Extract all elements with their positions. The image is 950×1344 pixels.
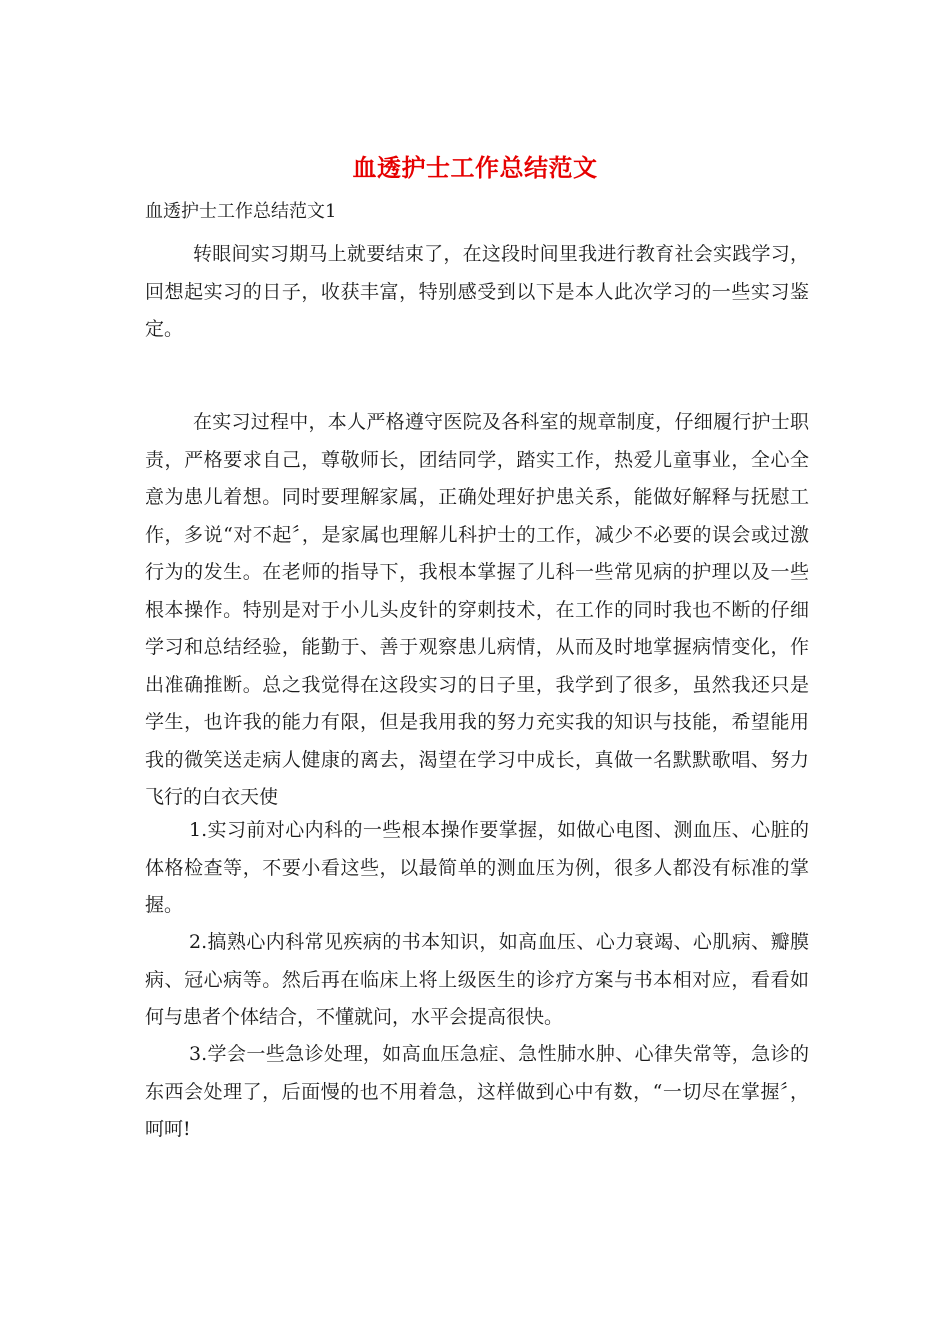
paragraph-experience xyxy=(145,404,809,817)
list-item-1 xyxy=(145,812,809,925)
list-item-text: 1.实习前对心内科的一些根本操作要掌握，如做心电图、测血压、心脏的体格检查等，不要小看这些，以最简单的测血压为例，很多人都没有标准的掌握。 xyxy=(145,819,809,916)
list-item-text: 3.学会一些急诊处理，如高血压急症、急性肺水肿、心律失常等，急诊的东西会处理了，后面慢的也不用着急，这样做到心中有数，“一切尽在掌握〞，呵呵! xyxy=(145,1043,809,1140)
list-item-3 xyxy=(145,1036,809,1149)
paragraph-text: 转眼间实习期马上就要结束了，在这段时间里我进行教育社会实践学习，回想起实习的日子，收获丰富，特别感受到以下是本人此次学习的一些实习鉴定。 xyxy=(145,243,809,340)
paragraph-intro xyxy=(145,236,809,349)
document-subtitle: 血透护士工作总结范文1 xyxy=(145,201,337,222)
document-title: 血透护士工作总结范文 xyxy=(352,153,598,182)
list-item-text: 2.搞熟心内科常见疾病的书本知识，如高血压、心力衰竭、心肌病、瓣膜病、冠心病等。然后再在临床上将上级医生的诊疗方案与书本相对应，看看如何与患者个体结合，不懂就问，水平会提高很快。 xyxy=(145,931,809,1028)
paragraph-text: 在实习过程中，本人严格遵守医院及各科室的规章制度，仔细履行护士职责，严格要求自己，尊敬师长，团结同学，踏实工作，热爱儿童事业，全心全意为患儿着想。同时要理解家属，正确处理好护患关系，能做好解释与抚慰工作，多说“对不起〞，是家属也理解儿科护士的工作，减少不必要的误会或过激行为的发生。在老师的指导下，我根本掌握了儿科一些常见病的护理以及一些根本操作。特别是对于小儿头皮针的穿刺技术，在工作的同时我也不断的仔细学习和总结经验，能勤于、善于观察患儿病情，从而及时地掌握病情变化，作出准确推断。总之我觉得在这段实习的日子里，我学到了很多，虽然我还只是学生，也许我的能力有限，但是我用我的努力充实我的知识与技能，希望能用我的微笑送走病人健康的离去，渴望在学习中成长，真做一名默默歌唱、努力飞行的白衣天使 xyxy=(145,411,809,808)
list-item-2 xyxy=(145,924,809,1037)
